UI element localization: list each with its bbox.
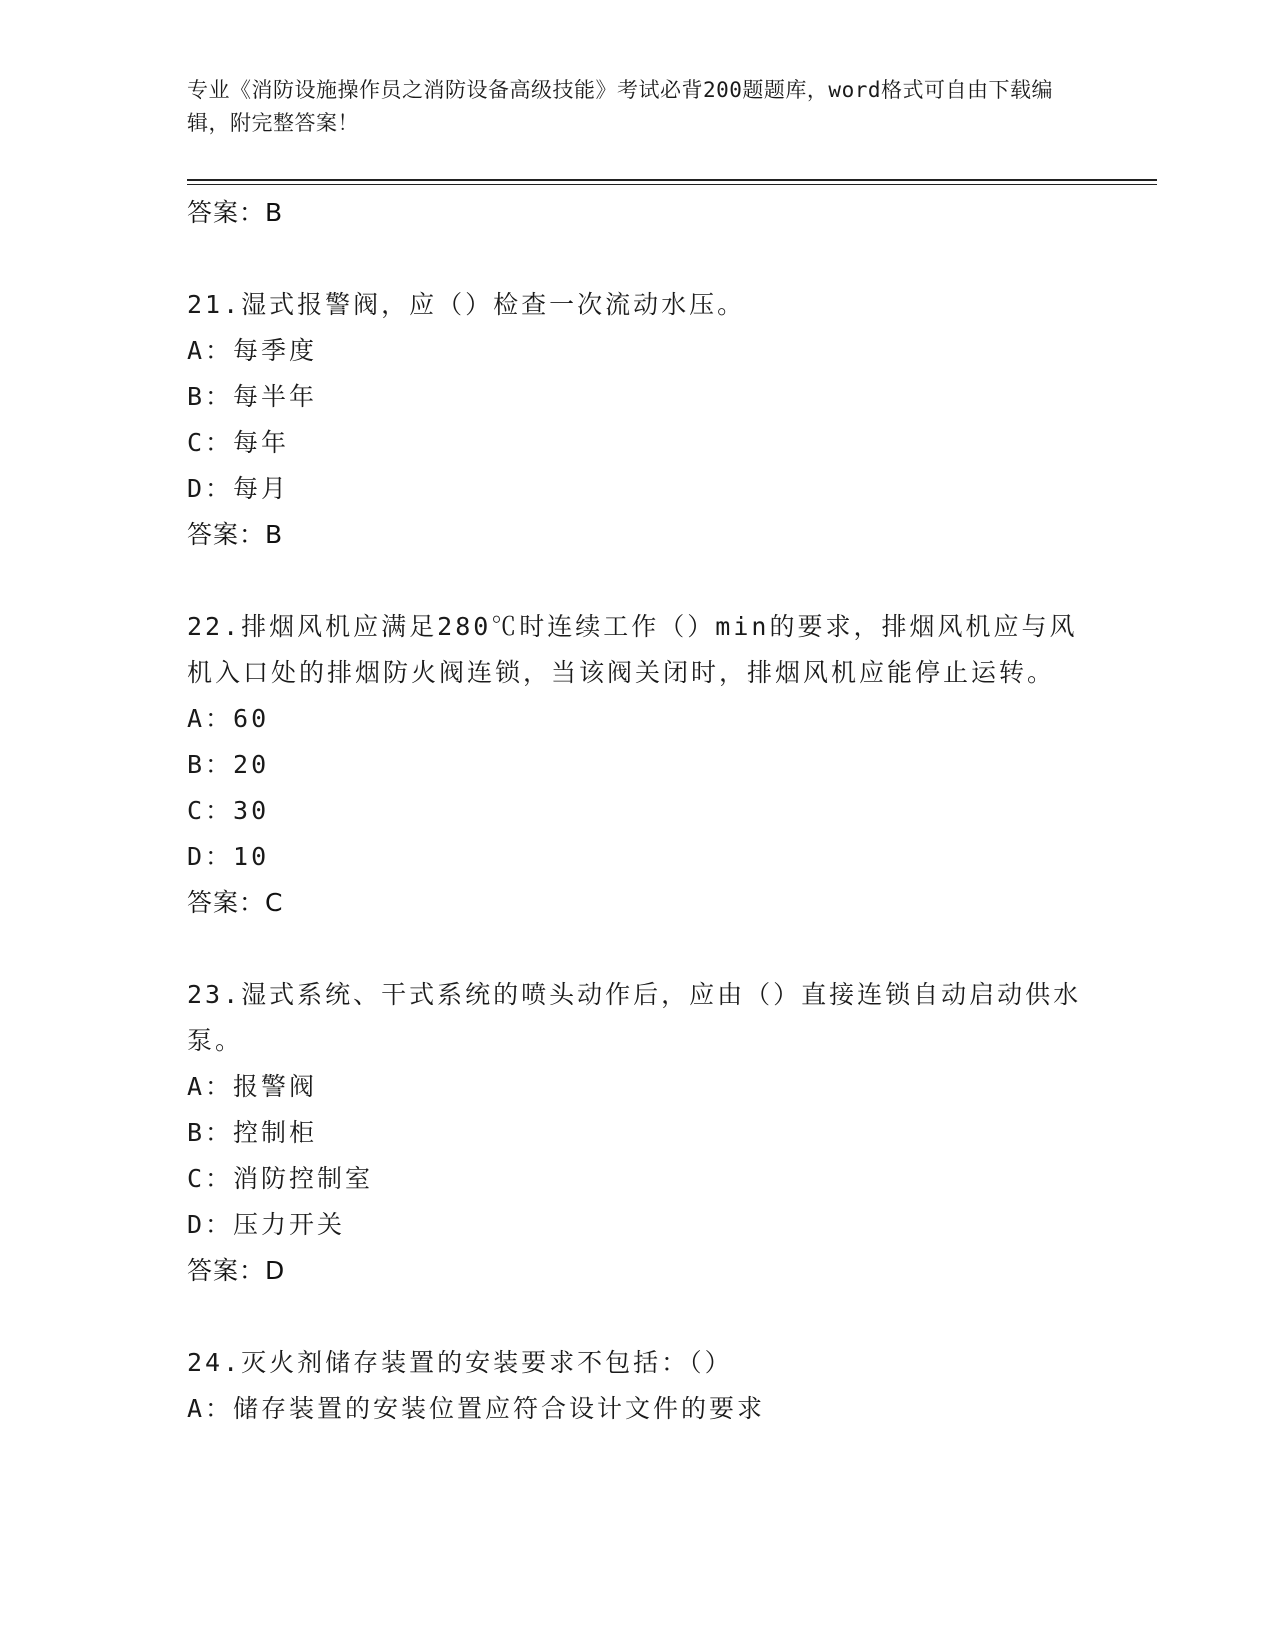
option-c: C：消防控制室 — [187, 1164, 374, 1193]
question-text: 23.湿式系统、干式系统的喷头动作后，应由（）直接连锁自动启动供水泵。 — [187, 980, 1082, 1055]
answer: 答案：D — [187, 1256, 286, 1285]
question-21 — [187, 282, 1087, 558]
option-d: D：压力开关 — [187, 1210, 346, 1239]
option-b: B：控制柜 — [187, 1118, 318, 1147]
option-c: C：30 — [187, 796, 270, 825]
option-a: A：储存装置的安装位置应符合设计文件的要求 — [187, 1394, 766, 1423]
option-d: D：10 — [187, 842, 270, 871]
header-divider-thin — [187, 184, 1157, 185]
previous-answer: 答案：B — [187, 198, 284, 227]
option-a: A：每季度 — [187, 336, 318, 365]
option-b: B：20 — [187, 750, 270, 779]
option-a: A：报警阀 — [187, 1072, 318, 1101]
option-a: A：60 — [187, 704, 270, 733]
question-text: 24.灭火剂储存装置的安装要求不包括：（） — [187, 1348, 733, 1377]
question-list — [187, 190, 1087, 1432]
option-b: B：每半年 — [187, 382, 318, 411]
answer: 答案：B — [187, 520, 284, 549]
option-d: D：每月 — [187, 474, 290, 503]
question-22 — [187, 604, 1087, 926]
question-text: 22.排烟风机应满足280℃时连续工作（）min的要求，排烟风机应与风机入口处的排烟防火阀连锁，当该阀关闭时，排烟风机应能停止运转。 — [187, 612, 1078, 687]
answer: 答案：C — [187, 888, 284, 917]
header-divider — [187, 179, 1157, 181]
question-24 — [187, 1340, 1087, 1432]
document-header: 专业《消防设施操作员之消防设备高级技能》考试必背200题题库，word格式可自由下载编辑，附完整答案！ — [187, 78, 1053, 135]
question-23 — [187, 972, 1087, 1294]
option-c: C：每年 — [187, 428, 290, 457]
question-text: 21.湿式报警阀，应（）检查一次流动水压。 — [187, 290, 746, 319]
